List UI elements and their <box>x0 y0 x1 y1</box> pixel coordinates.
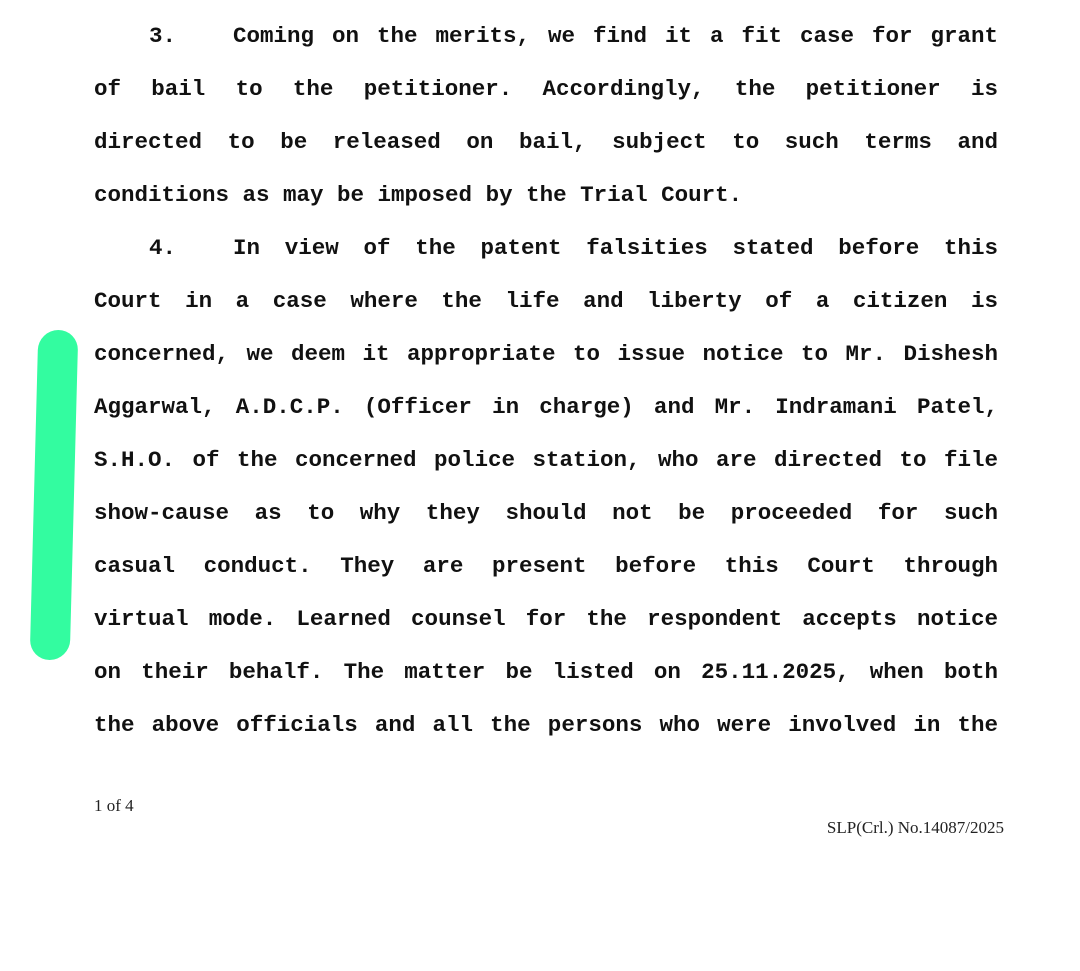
para-4-line-7: casual conduct. They are present before this Court through <box>94 553 998 579</box>
para-4-line-10: the above officials and all the persons who were involved in the <box>94 712 998 738</box>
para-3-line-2: of bail to the petitioner. Accordingly, the petitioner is <box>94 76 998 102</box>
para-3-line-4: conditions as may be imposed by the Trial Court. <box>94 182 743 208</box>
para-4-first-line <box>149 233 998 263</box>
para-3-first-line <box>149 21 998 51</box>
para-3-number: 3. <box>149 23 177 49</box>
para-4-line-3: concerned, we deem it appropriate to issue notice to Mr. Dishesh <box>94 341 998 367</box>
para-4-line-5: S.H.O. of the concerned police station, who are directed to file <box>94 447 998 473</box>
para-4-line-9: on their behalf. The matter be listed on 25.11.2025, when both <box>94 659 998 685</box>
para-4-line-4: Aggarwal, A.D.C.P. (Officer in charge) and Mr. Indramani Patel, <box>94 394 998 420</box>
case-reference: SLP(Crl.) No.14087/2025 <box>826 818 1004 837</box>
para-3-line-3: directed to be released on bail, subject to such terms and <box>94 129 998 155</box>
para-4-number: 4. <box>149 235 177 261</box>
margin-highlight-mark <box>30 330 79 660</box>
para-4-line-6: show-cause as to why they should not be proceeded for such <box>94 500 998 526</box>
page-number: 1 of 4 <box>94 796 134 815</box>
para-4-line-8: virtual mode. Learned counsel for the respondent accepts notice <box>94 606 998 632</box>
para-3-line-1: Coming on the merits, we find it a fit case for grant <box>233 23 998 49</box>
para-4-line-2: Court in a case where the life and liberty of a citizen is <box>94 288 998 314</box>
para-4-line-1: In view of the patent falsities stated before this <box>233 235 998 261</box>
